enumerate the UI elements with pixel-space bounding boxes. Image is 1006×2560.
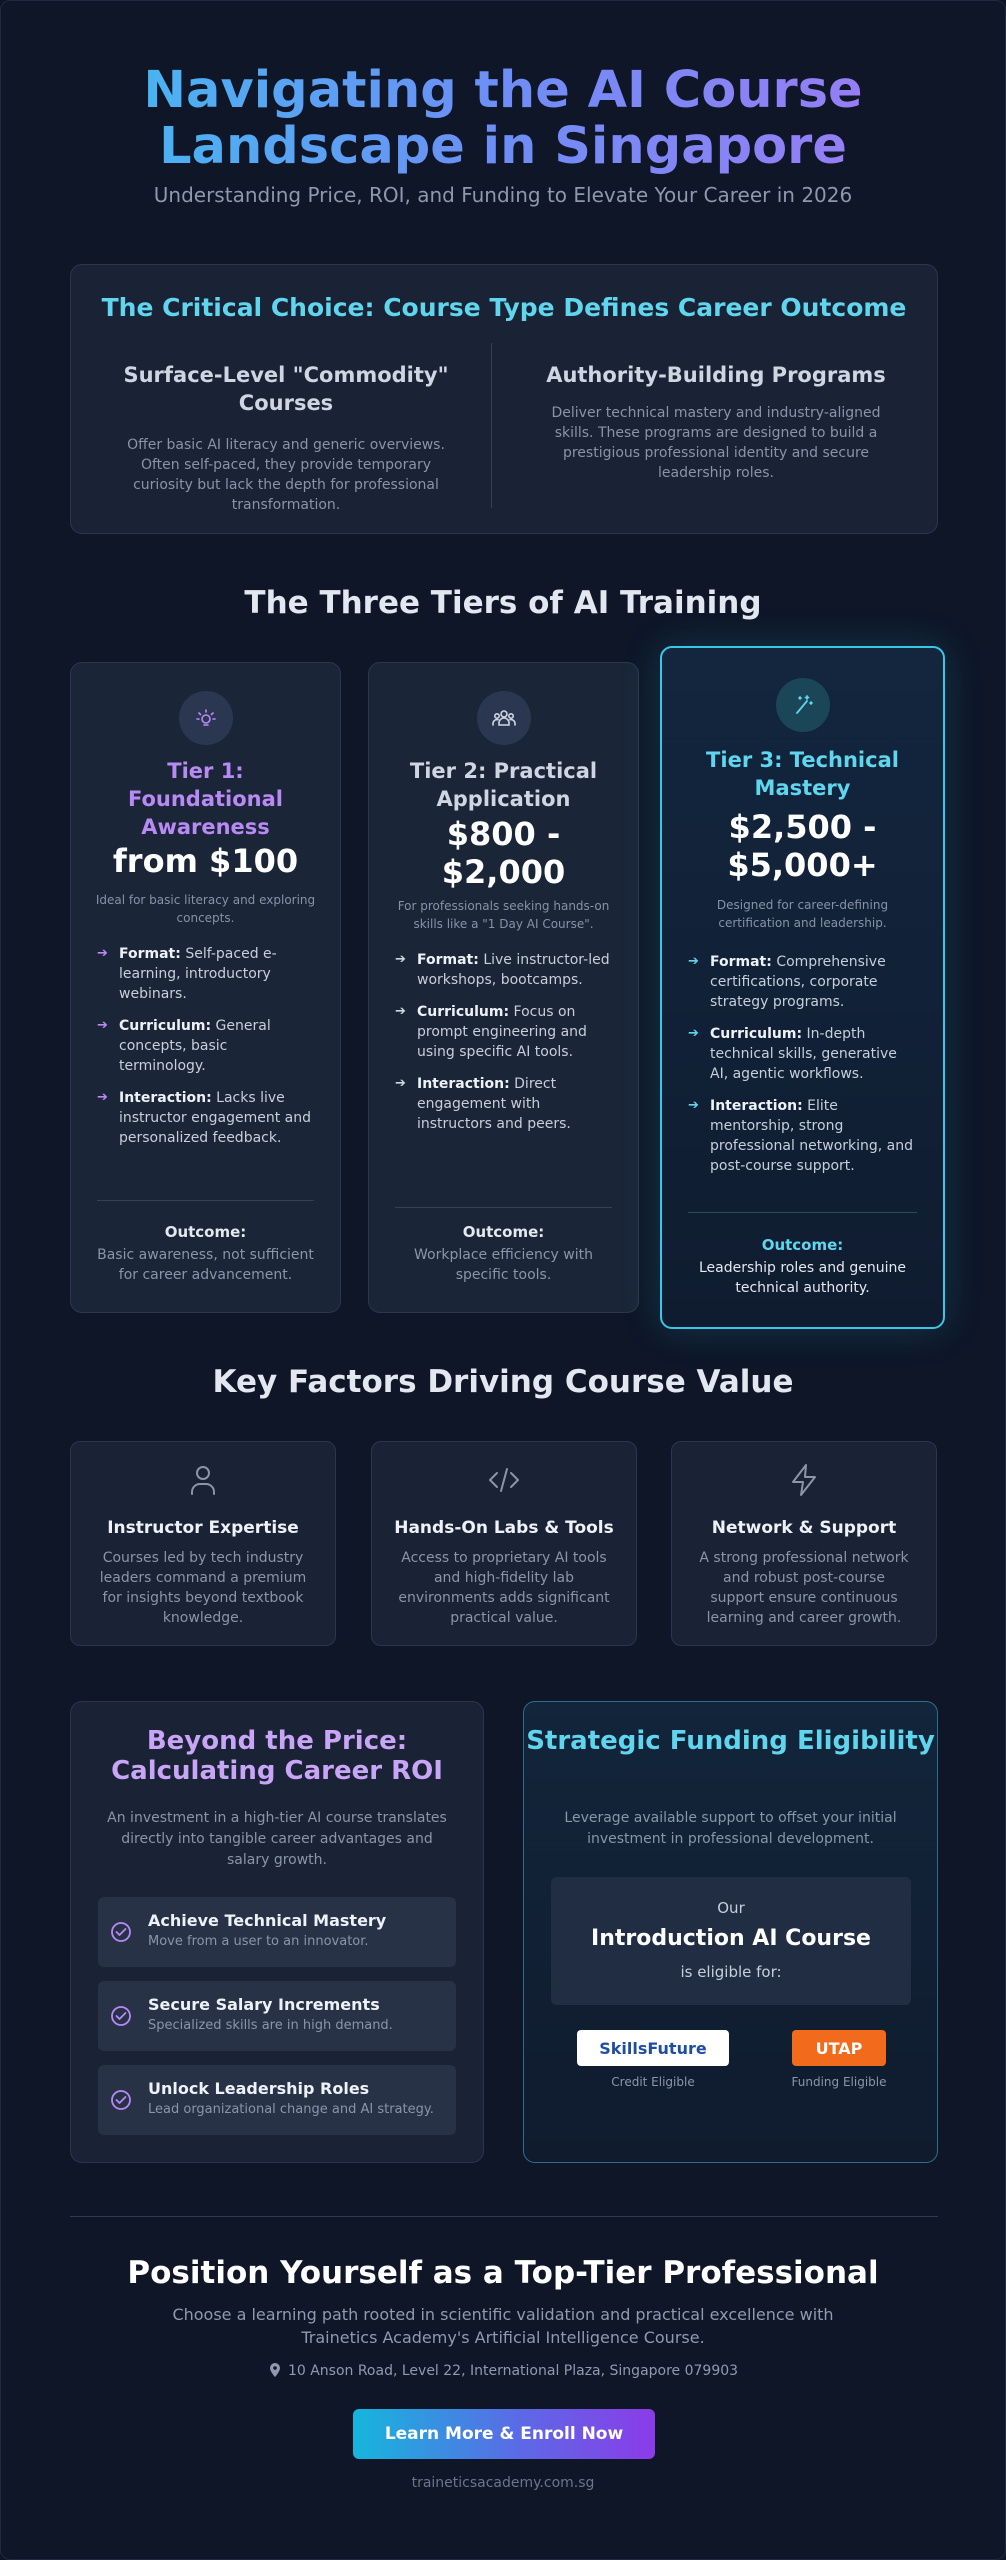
- course-eligibility-suffix: is eligible for:: [680, 1963, 782, 1981]
- roi-item: [98, 2065, 456, 2135]
- skillsfuture-caption: Credit Eligible: [611, 2075, 695, 2089]
- tier-3-outcome: Leadership roles and genuine technical authority.: [698, 1260, 907, 1296]
- tier-3-price: $2,500 - $5,000+: [727, 808, 878, 884]
- tier-1-divider: [97, 1200, 314, 1201]
- roi-item: [98, 1897, 456, 1967]
- tiers-section-title: The Three Tiers of AI Training: [244, 585, 762, 621]
- roi-item-title: Achieve Technical Mastery: [148, 1911, 387, 1930]
- tier-1-interaction: ➔ Interaction: Lacks live instructor engagement and personalized feedback.: [97, 1090, 311, 1146]
- roi-item-subtitle: Move from a user to an innovator.: [148, 1934, 369, 1949]
- factor-title: Hands-On Labs & Tools: [394, 1518, 614, 1538]
- page-title: Navigating the AI Course Landscape in Singapore: [1, 63, 1005, 175]
- critical-choice-panel: [70, 264, 938, 534]
- authority-programs-column: [541, 361, 891, 483]
- location-pin-icon: [268, 2362, 282, 2378]
- authority-programs-text: Deliver technical mastery and industry-aligned skills. These programs are designed to build a prestigious professional identity and secure leadership roles.: [551, 405, 881, 481]
- arrow-right-icon: ➔: [395, 952, 406, 967]
- lightning-icon: [786, 1462, 822, 1498]
- roi-item-subtitle: Specialized skills are in high demand.: [148, 2018, 393, 2033]
- tier-1-outcome: Basic awareness, not sufficient for career advancement.: [97, 1247, 314, 1283]
- address-text: 10 Anson Road, Level 22, International Plaza, Singapore 079903: [287, 2363, 739, 2379]
- skillsfuture-badge: SkillsFuture: [577, 2030, 729, 2066]
- arrow-right-icon: ➔: [97, 1018, 108, 1033]
- course-eligibility-prefix: Our: [717, 1899, 745, 1917]
- career-roi-panel: [70, 1701, 484, 2163]
- tier-1-format: ➔ Format: Self-paced e-learning, introductory webinars.: [97, 946, 277, 1002]
- funding-description: Leverage available support to offset your initial investment in professional development.: [564, 1810, 897, 1847]
- utap-badge: UTAP: [792, 2030, 886, 2066]
- code-icon: [486, 1462, 522, 1498]
- tier-1-details: [97, 944, 316, 1160]
- course-eligibility-card: [551, 1877, 911, 2005]
- tier-1-curriculum: ➔ Curriculum: General concepts, basic terminology.: [97, 1018, 271, 1074]
- factor-title: Instructor Expertise: [107, 1518, 299, 1538]
- tier-3-format: ➔ Format: Comprehensive certifications, corporate strategy programs.: [688, 954, 886, 1010]
- funding-panel: [523, 1701, 938, 2163]
- check-circle-icon: [110, 1921, 132, 1943]
- factors-section-title: Key Factors Driving Course Value: [212, 1364, 794, 1400]
- tier-3-curriculum: ➔ Curriculum: In-depth technical skills, generative AI, agentic workflows.: [688, 1026, 897, 1082]
- tier-card-2: [368, 662, 639, 1313]
- address: [1, 2362, 1005, 2379]
- critical-choice-title: The Critical Choice: Course Type Defines Career Outcome: [101, 293, 907, 322]
- course-name: Introduction AI Course: [591, 1926, 871, 1951]
- check-circle-icon: [110, 2089, 132, 2111]
- tier-3-outcome-label: Outcome:: [761, 1236, 844, 1254]
- cta-title: Position Yourself as a Top-Tier Professional: [127, 2255, 879, 2291]
- factor-text: A strong professional network and robust post-course support ensure continuous learning and career growth.: [699, 1550, 909, 1626]
- page-subtitle: Understanding Price, ROI, and Funding to Elevate Your Career in 2026: [153, 183, 853, 207]
- tier-1-name: Tier 1: Foundational Awareness: [127, 759, 283, 839]
- tier-2-curriculum: ➔ Curriculum: Focus on prompt engineering and using specific AI tools.: [395, 1004, 587, 1060]
- factor-card-network: [671, 1441, 937, 1646]
- tier-3-interaction: ➔ Interaction: Elite mentorship, strong professional networking, and post-course support.: [688, 1098, 914, 1174]
- commodity-courses-text: Offer basic AI literacy and generic overviews. Often self-paced, they provide temporary curiosity but lack the depth for professional transformation.: [127, 437, 445, 513]
- commodity-courses-column: [111, 361, 461, 515]
- arrow-right-icon: ➔: [688, 1098, 699, 1113]
- factor-card-labs: [371, 1441, 637, 1646]
- commodity-courses-heading: Surface-Level "Commodity" Courses: [123, 363, 449, 415]
- magic-wand-icon: [776, 678, 830, 732]
- tier-1-description: Ideal for basic literacy and exploring concepts.: [95, 893, 316, 925]
- tier-2-divider: [395, 1207, 612, 1208]
- tier-2-name: Tier 2: Practical Application: [409, 759, 598, 811]
- tier-card-1: [70, 662, 341, 1313]
- website-url[interactable]: traineticsacademy.com.sg: [411, 2475, 595, 2491]
- arrow-right-icon: ➔: [395, 1004, 406, 1019]
- tier-2-outcome-label: Outcome:: [462, 1223, 545, 1241]
- footer-divider: [70, 2216, 938, 2217]
- roi-item: [98, 1981, 456, 2051]
- factor-card-instructor: [70, 1441, 336, 1646]
- tier-3-description: Designed for career-defining certification and leadership.: [716, 898, 889, 930]
- factor-text: Courses led by tech industry leaders command a premium for insights beyond textbook knowledge.: [99, 1550, 307, 1626]
- utap-caption: Funding Eligible: [791, 2075, 887, 2089]
- tier-2-outcome: Workplace efficiency with specific tools.: [414, 1247, 593, 1283]
- arrow-right-icon: ➔: [688, 1026, 699, 1041]
- roi-description: An investment in a high-tier AI course translates directly into tangible career advantages and salary growth.: [107, 1810, 447, 1868]
- arrow-right-icon: ➔: [97, 1090, 108, 1105]
- cta-description: Choose a learning path rooted in scientific validation and practical excellence with Trainetics Academy's Artificial Intelligence Course.: [172, 2305, 834, 2347]
- roi-item-title: Unlock Leadership Roles: [148, 2079, 370, 2098]
- arrow-right-icon: ➔: [688, 954, 699, 969]
- roi-item-subtitle: Lead organizational change and AI strategy.: [148, 2102, 434, 2117]
- funding-title: Strategic Funding Eligibility: [526, 1726, 935, 1756]
- tier-2-description: For professionals seeking hands-on skills like a "1 Day AI Course".: [397, 899, 610, 931]
- factor-text: Access to proprietary AI tools and high-fidelity lab environments adds significant practical value.: [398, 1550, 610, 1626]
- factor-title: Network & Support: [711, 1518, 897, 1538]
- tier-3-name: Tier 3: Technical Mastery: [706, 748, 899, 800]
- tier-3-divider: [688, 1212, 917, 1213]
- tier-1-price: from $100: [112, 842, 299, 880]
- check-circle-icon: [110, 2005, 132, 2027]
- team-icon: [477, 691, 531, 745]
- tier-2-interaction: ➔ Interaction: Direct engagement with instructors and peers.: [395, 1076, 571, 1132]
- tier-2-format: ➔ Format: Live instructor-led workshops, bootcamps.: [395, 952, 610, 988]
- lightbulb-icon: [179, 691, 233, 745]
- arrow-right-icon: ➔: [97, 946, 108, 961]
- tier-2-price: $800 - $2,000: [441, 815, 566, 891]
- roi-title: Beyond the Price: Calculating Career ROI: [111, 1726, 443, 1786]
- authority-programs-heading: Authority-Building Programs: [546, 363, 886, 387]
- enroll-button[interactable]: Learn More & Enroll Now: [353, 2409, 655, 2459]
- roi-item-title: Secure Salary Increments: [148, 1995, 380, 2014]
- tier-3-details: [688, 952, 919, 1188]
- user-icon: [185, 1462, 221, 1498]
- tier-card-3: [660, 646, 945, 1329]
- arrow-right-icon: ➔: [395, 1076, 406, 1091]
- tier-1-outcome-label: Outcome:: [164, 1223, 247, 1241]
- tier-2-details: [395, 950, 614, 1146]
- choice-divider: [491, 343, 492, 508]
